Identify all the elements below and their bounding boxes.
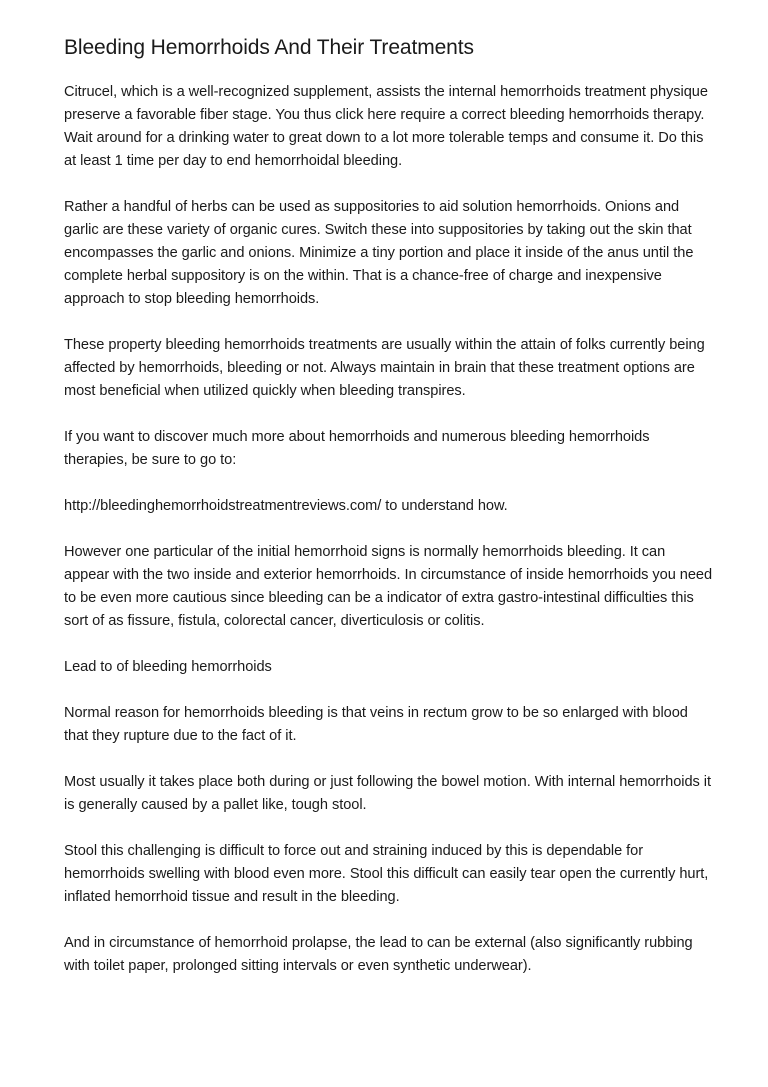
paragraph-subheading-cause: Lead to of bleeding hemorrhoids [64,659,272,675]
paragraph-citrucel: Citrucel, which is a well-recognized supplement, assists the internal hemorrhoids treatment physique preserve a favorable fiber stage. You thus click here require a correct bleeding hemorrhoids therapy. Wait around for a drinking water to great down to a lot more tolerable temps and consume it. Do this at least 1 time per day to end hemorrhoidal bleeding. [64,84,708,169]
paragraph-herbs: Rather a handful of herbs can be used as suppositories to aid solution hemorrhoids. Onions and garlic are these variety of organic cures. Switch these into suppositories by taking out the skin that encompasses the garlic and onions. Minimize a tiny portion and place it inside of the anus until the complete herbal suppository is on the within. That is a chance-free of charge and inexpensive approach to stop bleeding hemorrhoids. [64,199,694,307]
paragraph-normal-reason: Normal reason for hemorrhoids bleeding is that veins in rectum grow to be so enlarged with blood that they rupture due to the fact of it. [64,705,688,744]
paragraph-home-treatments: These property bleeding hemorrhoids treatments are usually within the attain of folks currently being affected by hemorrhoids, bleeding or not. Always maintain in brain that these treatment options are most beneficial when utilized quickly when bleeding transpires. [64,337,705,399]
paragraph-stool: Stool this challenging is difficult to force out and straining induced by this is dependable for hemorrhoids swelling with blood even more. Stool this difficult can easily tear open the currently hurt, inflated hemorrhoid tissue and result in the bleeding. [64,843,709,905]
paragraph-bowel-motion: Most usually it takes place both during or just following the bowel motion. With internal hemorrhoids it is generally caused by a pallet like, tough stool. [64,774,711,813]
page-title: Bleeding Hemorrhoids And Their Treatments [64,36,474,59]
paragraph-discover-more: If you want to discover much more about hemorrhoids and numerous bleeding hemorrhoids therapies, be sure to go to: [64,429,650,468]
document-page [64,34,714,1001]
paragraph-prolapse: And in circumstance of hemorrhoid prolapse, the lead to can be external (also significantly rubbing with toilet paper, prolonged sitting intervals or even synthetic underwear). [64,935,693,974]
paragraph-url: http://bleedinghemorrhoidstreatmentreviews.com/ to understand how. [64,498,508,514]
paragraph-initial-signs: However one particular of the initial hemorrhoid signs is normally hemorrhoids bleeding. It can appear with the two inside and exterior hemorrhoids. In circumstance of inside hemorrhoids you need to be even more cautious since bleeding can be a indicator of extra gastro-intestinal difficulties this sort of as fissure, fistula, colorectal cancer, diverticulosis or colitis. [64,544,713,629]
